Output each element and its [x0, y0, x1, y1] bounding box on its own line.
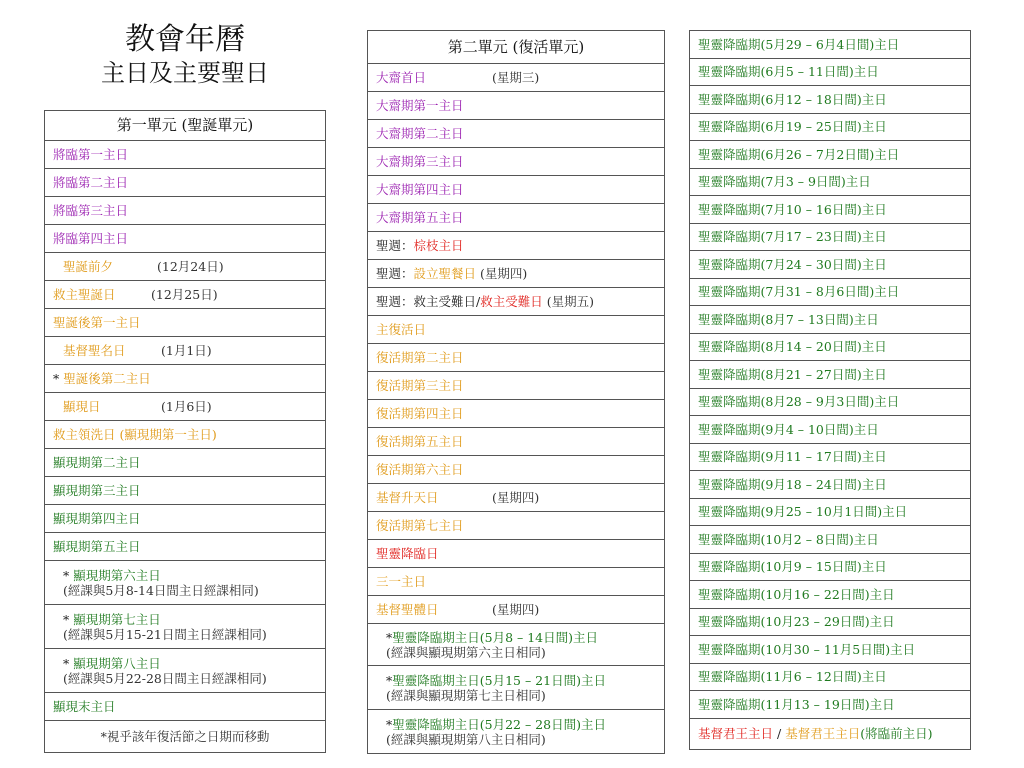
list-item: 聖靈降臨期(11月6 – 12日間)主日 — [690, 663, 971, 691]
item-prefix: 聖週： — [376, 294, 414, 309]
list-item: 聖靈降臨期(11月13 – 19日間)主日 — [690, 691, 971, 719]
item-label: 設立聖餐日 — [413, 266, 477, 281]
list-item — [45, 649, 326, 693]
item-label: 顯現期第七主日 — [73, 611, 161, 627]
item-prefix: * — [386, 716, 393, 732]
item-note: (經課與5月22-28日間主日經課相同) — [63, 670, 267, 686]
list-item: 將臨第三主日 — [45, 197, 326, 225]
item-date: (1月6日) — [161, 399, 212, 414]
list-item: 大齋期第五主日 — [368, 204, 665, 232]
list-item: 聖靈降臨日 — [368, 540, 665, 568]
list-item: 復活期第五主日 — [368, 428, 665, 456]
item-label-alt: 救主受難日/ — [413, 294, 481, 309]
item-date: (12月24日) — [157, 259, 224, 274]
list-item — [368, 624, 665, 666]
list-item — [45, 253, 326, 281]
list-item: 聖靈降臨期(10月2 – 8日間)主日 — [690, 526, 971, 554]
item-date: (1月1日) — [161, 343, 212, 358]
item-day: (星期三) — [492, 70, 540, 85]
list-item: 大齋期第一主日 — [368, 92, 665, 120]
list-item: 聖靈降臨期(7月17 – 23日間)主日 — [690, 223, 971, 251]
item-label: 顯現期第六主日 — [73, 567, 161, 583]
item-note: (經課與5月8-14日間主日經課相同) — [63, 582, 259, 598]
list-item — [368, 484, 665, 512]
list-item — [368, 260, 665, 288]
list-item: 復活期第四主日 — [368, 400, 665, 428]
item-prefix: * — [386, 672, 393, 688]
item-label: 基督聖名日 — [63, 343, 126, 358]
list-item — [45, 393, 326, 421]
unit-one-table — [44, 110, 326, 753]
list-item: 聖靈降臨期(8月14 – 20日間)主日 — [690, 333, 971, 361]
title-block — [44, 22, 326, 88]
list-item: 大齋期第二主日 — [368, 120, 665, 148]
item-label: 救主聖誕日 — [53, 287, 116, 302]
item-day: (星期五) — [546, 294, 594, 309]
list-item: 聖靈降臨期(8月7 – 13日間)主日 — [690, 306, 971, 334]
list-item: 聖靈降臨期(10月16 – 22日間)主日 — [690, 581, 971, 609]
list-item: 聖靈降臨期(10月9 – 15日間)主日 — [690, 553, 971, 581]
list-item — [45, 337, 326, 365]
list-item — [368, 232, 665, 260]
item-label: 聖靈降臨期主日(5月8 – 14日間)主日 — [392, 629, 599, 645]
item-note: (經課與顯現期第六主日相同) — [386, 644, 546, 660]
item-label: 基督聖體日 — [376, 602, 439, 617]
list-item — [45, 561, 326, 605]
list-item: 聖靈降臨期(9月4 – 10日間)主日 — [690, 416, 971, 444]
christ-king-label: 基督君王主日 — [698, 726, 774, 741]
list-item — [368, 596, 665, 624]
item-label: 救主受難日 — [480, 294, 543, 309]
list-item: 將臨第四主日 — [45, 225, 326, 253]
list-item: 三一主日 — [368, 568, 665, 596]
list-item: 顯現期第三主日 — [45, 477, 326, 505]
item-prefix: 聖週： — [376, 238, 414, 253]
item-prefix: * — [63, 611, 74, 627]
item-label: 棕枝主日 — [413, 238, 464, 253]
list-item — [368, 288, 665, 316]
list-item — [368, 710, 665, 754]
list-item — [45, 605, 326, 649]
list-item: 聖靈降臨期(6月19 – 25日間)主日 — [690, 113, 971, 141]
footnote: *視乎該年復活節之日期而移動 — [45, 721, 326, 753]
christ-king-label-alt: 基督君王主日 — [785, 726, 861, 741]
list-item: 聖靈降臨期(7月3 – 9日間)主日 — [690, 168, 971, 196]
list-item: 聖靈降臨期(9月25 – 10月1日間)主日 — [690, 498, 971, 526]
item-label: 聖靈降臨期主日(5月22 – 28日間)主日 — [392, 716, 606, 732]
list-item: 聖靈降臨期(8月28 – 9月3日間)主日 — [690, 388, 971, 416]
item-note: (經課與顯現期第七主日相同) — [386, 687, 546, 703]
list-item: 聖靈降臨期(5月29 – 6月4日間)主日 — [690, 31, 971, 59]
list-item: 聖誕後第一主日 — [45, 309, 326, 337]
list-item: 大齋期第四主日 — [368, 176, 665, 204]
separator: / — [773, 726, 786, 741]
list-item: 聖靈降臨期(8月21 – 27日間)主日 — [690, 361, 971, 389]
item-label: 聖誕後第二主日 — [63, 371, 151, 386]
list-item: 聖靈降臨期(7月31 – 8月6日間)主日 — [690, 278, 971, 306]
item-label: 聖誕前夕 — [63, 259, 114, 274]
item-prefix: * — [63, 655, 74, 671]
item-label: 基督升天日 — [376, 490, 439, 505]
item-label: 顯現日 — [63, 399, 101, 414]
list-item: 聖靈降臨期(10月23 – 29日間)主日 — [690, 608, 971, 636]
pre-advent-note: (將臨前主日) — [860, 726, 933, 741]
unit-one-header: 第一單元 (聖誕單元) — [45, 111, 326, 141]
list-item: 聖靈降臨期(6月12 – 18日間)主日 — [690, 86, 971, 114]
list-item: 聖靈降臨期(9月18 – 24日間)主日 — [690, 471, 971, 499]
list-item — [45, 365, 326, 393]
list-item: 聖靈降臨期(6月26 – 7月2日間)主日 — [690, 141, 971, 169]
item-day: (星期四) — [480, 266, 528, 281]
list-item: 救主領洗日 (顯現期第一主日) — [45, 421, 326, 449]
list-item: 顯現期第五主日 — [45, 533, 326, 561]
item-note: (經課與5月15-21日間主日經課相同) — [63, 626, 267, 642]
list-item: 顯現末主日 — [45, 693, 326, 721]
list-item: 聖靈降臨期(9月11 – 17日間)主日 — [690, 443, 971, 471]
item-day: (星期四) — [492, 602, 540, 617]
list-item-last — [690, 718, 971, 749]
list-item — [368, 64, 665, 92]
item-label: 顯現期第八主日 — [73, 655, 161, 671]
pentecost-season-table — [689, 30, 971, 750]
list-item: 聖靈降臨期(7月24 – 30日間)主日 — [690, 251, 971, 279]
list-item — [368, 666, 665, 710]
item-note: (經課與顯現期第八主日相同) — [386, 731, 546, 747]
list-item: 復活期第二主日 — [368, 344, 665, 372]
list-item: 聖靈降臨期(7月10 – 16日間)主日 — [690, 196, 971, 224]
list-item: 復活期第三主日 — [368, 372, 665, 400]
item-prefix: * — [63, 567, 74, 583]
item-day: (星期四) — [492, 490, 540, 505]
page-subtitle: 主日及主要聖日 — [101, 59, 269, 87]
list-item — [45, 281, 326, 309]
item-label: 大齋首日 — [376, 70, 427, 85]
list-item: 復活期第七主日 — [368, 512, 665, 540]
list-item: 顯現期第二主日 — [45, 449, 326, 477]
list-item: 主復活日 — [368, 316, 665, 344]
list-item: 大齋期第三主日 — [368, 148, 665, 176]
list-item: 將臨第一主日 — [45, 141, 326, 169]
unit-two-header: 第二單元 (復活單元) — [368, 31, 665, 64]
list-item: 聖靈降臨期(6月5 – 11日間)主日 — [690, 58, 971, 86]
list-item: 將臨第二主日 — [45, 169, 326, 197]
list-item: 顯現期第四主日 — [45, 505, 326, 533]
list-item: 聖靈降臨期(10月30 – 11月5日間)主日 — [690, 636, 971, 664]
unit-two-table — [367, 30, 665, 754]
item-prefix: * — [386, 629, 393, 645]
item-prefix: 聖週： — [376, 266, 414, 281]
item-prefix: * — [53, 371, 64, 386]
item-date: (12月25日) — [151, 287, 218, 302]
item-label: 聖靈降臨期主日(5月15 – 21日間)主日 — [392, 672, 606, 688]
list-item: 復活期第六主日 — [368, 456, 665, 484]
page-title: 教會年曆 — [125, 22, 245, 57]
